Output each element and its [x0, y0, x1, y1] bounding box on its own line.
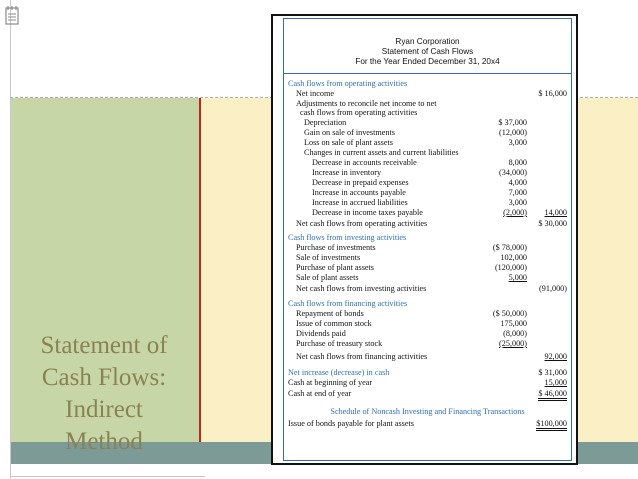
statement-row	[284, 309, 571, 319]
row-label: Net cash flows from financing activities	[296, 352, 428, 361]
row-label: Adjustments to reconcile net income to net	[296, 99, 437, 108]
statement-period: For the Year Ended December 31, 20x4	[355, 57, 500, 66]
row-value: 7,000	[508, 188, 527, 197]
row-value: (34,000)	[499, 168, 527, 177]
statement-row	[284, 128, 571, 138]
statement-row	[284, 352, 571, 362]
statement-title: Statement of Cash Flows	[381, 47, 474, 56]
operating-heading: Cash flows from operating activities	[288, 79, 408, 88]
row-value: 3,000	[508, 198, 527, 207]
statement-row	[284, 168, 571, 178]
row-label: Cash at beginning of year	[288, 378, 373, 387]
row-label: Loss on sale of plant assets	[304, 138, 393, 147]
cash-flow-statement	[283, 18, 572, 461]
statement-row	[284, 263, 571, 273]
row-value: $100,000	[536, 419, 567, 431]
company-name: Ryan Corporation	[395, 37, 460, 46]
row-value: $ 16,000	[538, 89, 567, 98]
slide-title-line: Method	[65, 428, 143, 455]
row-value: $ 30,000	[538, 219, 567, 228]
statement-row	[284, 319, 571, 329]
row-value: 3,000	[508, 138, 527, 147]
notebook-icon	[3, 4, 21, 26]
row-value: (12,000)	[499, 128, 527, 137]
statement-row	[284, 118, 571, 128]
statement-row	[284, 79, 571, 89]
statement-row	[284, 378, 571, 388]
statement-image-frame	[271, 14, 578, 465]
statement-row	[284, 219, 571, 229]
row-label: cash flows from operating activities	[300, 108, 418, 117]
row-value: 92,000	[544, 352, 567, 361]
row-value: 175,000	[500, 319, 527, 328]
statement-row	[284, 389, 571, 399]
row-value: $ 31,000	[538, 368, 567, 377]
row-label: Depreciation	[304, 118, 347, 127]
row-value: (8,000)	[503, 329, 527, 338]
slide-title-line: Statement of	[40, 332, 168, 359]
row-label: Decrease in prepaid expenses	[312, 178, 409, 187]
row-value: 15,000	[544, 378, 567, 387]
row-value: ($ 78,000)	[492, 243, 527, 252]
row-label: Increase in accounts payable	[312, 188, 406, 197]
row-label: Increase in inventory	[312, 168, 382, 177]
statement-row	[284, 148, 571, 158]
statement-row	[284, 329, 571, 339]
statement-row	[284, 299, 571, 309]
financing-heading: Cash flows from financing activities	[288, 299, 408, 308]
row-value: (120,000)	[494, 263, 527, 272]
statement-row	[284, 208, 571, 218]
statement-row	[284, 273, 571, 283]
row-value: 14,000	[544, 208, 567, 217]
row-label: Purchase of treasury stock	[296, 339, 383, 348]
statement-row	[284, 368, 571, 378]
row-label: Net income	[296, 89, 334, 98]
row-label: Net cash flows from investing activities	[296, 284, 427, 293]
row-value: $ 37,000	[498, 118, 527, 127]
slide-title	[18, 330, 190, 458]
slide-title-line: Indirect	[65, 396, 143, 423]
statement-row	[284, 253, 571, 263]
statement-row	[284, 407, 571, 417]
row-value: 8,000	[508, 158, 527, 167]
row-label: Dividends paid	[296, 329, 346, 338]
slide-title-line: Cash Flows:	[41, 364, 167, 391]
row-label: Cash at end of year	[288, 389, 352, 398]
row-value: 4,000	[508, 178, 527, 187]
row-value: (91,000)	[539, 284, 567, 293]
row-label: Gain on sale of investments	[304, 128, 395, 137]
row-value: $ 46,000	[538, 389, 567, 401]
statement-row	[284, 284, 571, 294]
row-label: Purchase of investments	[296, 243, 376, 252]
row-label: Decrease in income taxes payable	[312, 208, 423, 217]
row-label: Repayment of bonds	[296, 309, 364, 318]
statement-row	[284, 233, 571, 243]
row-value: ($ 50,000)	[492, 309, 527, 318]
row-label: Sale of plant assets	[296, 273, 359, 282]
statement-row	[284, 188, 571, 198]
noncash-heading: Schedule of Noncash Investing and Financing Transactions	[330, 407, 525, 416]
statement-row	[284, 138, 571, 148]
row-label: Purchase of plant assets	[296, 263, 374, 272]
row-label: Net increase (decrease) in cash	[288, 368, 390, 377]
header-rule	[284, 73, 571, 74]
statement-row	[284, 419, 571, 429]
bottom-rule	[10, 476, 205, 477]
row-label: Issue of bonds payable for plant assets	[288, 419, 414, 428]
statement-row	[284, 339, 571, 349]
row-value: 5,000	[508, 273, 527, 282]
row-value: 102,000	[500, 253, 527, 262]
statement-row	[284, 243, 571, 253]
statement-row	[284, 108, 571, 118]
row-label: Sale of investments	[296, 253, 361, 262]
statement-row	[284, 89, 571, 99]
row-label: Decrease in accounts receivable	[312, 158, 417, 167]
row-value: (2,000)	[503, 208, 527, 217]
row-label: Changes in current assets and current liabilities	[304, 148, 459, 157]
statement-row	[284, 198, 571, 208]
row-label: Issue of common stock	[296, 319, 372, 328]
statement-row	[284, 178, 571, 188]
row-value: (25,000)	[499, 339, 527, 348]
statement-row	[284, 158, 571, 168]
row-label: Increase in accrued liabilities	[312, 198, 408, 207]
row-label: Net cash flows from operating activities	[296, 219, 428, 228]
investing-heading: Cash flows from investing activities	[288, 233, 407, 242]
